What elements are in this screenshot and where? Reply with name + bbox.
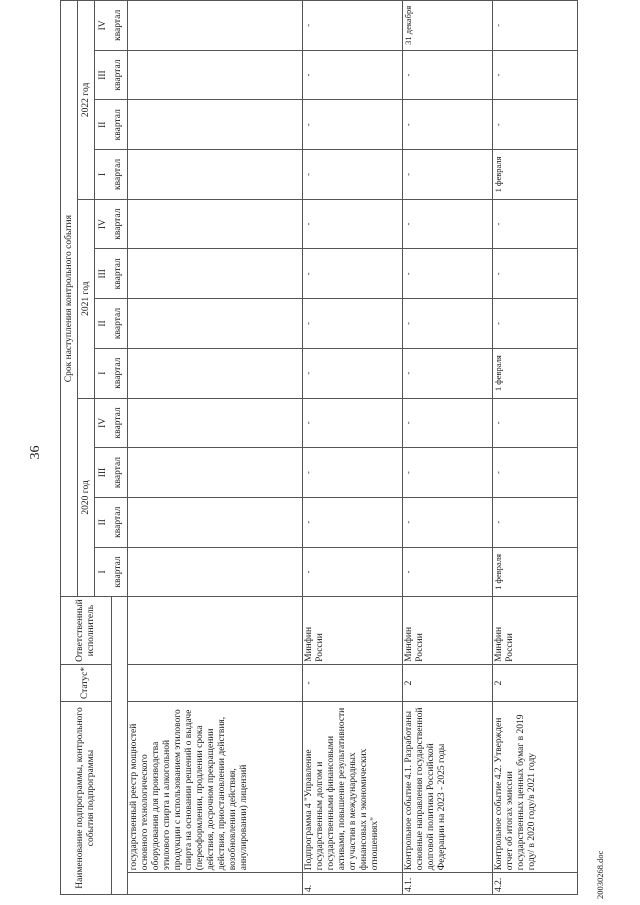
- header-spacer: [111, 597, 127, 895]
- header-year-2021: 2021 год: [78, 199, 95, 398]
- page-number: 36: [28, 445, 43, 460]
- row-quarter-cell: -: [492, 100, 577, 150]
- header-quarter-7: III: [95, 249, 112, 299]
- row-quarter-cell: -: [302, 150, 402, 200]
- row-quarter-cell: -: [302, 398, 402, 448]
- row-quarter-cell: -: [402, 150, 492, 200]
- row-quarter-cell: -: [402, 547, 492, 597]
- row-number: 4.: [302, 873, 402, 895]
- row-executor: Минфин России: [492, 597, 577, 665]
- row-quarter-cell: -: [302, 547, 402, 597]
- header-quarter-12: IV: [95, 1, 112, 51]
- row-quarter-cell: -: [492, 497, 577, 547]
- row-quarter-cell: -: [402, 497, 492, 547]
- row-quarter-cell: -: [492, 299, 577, 349]
- row-number: 4.2.: [492, 873, 577, 895]
- header-quarter-word-6: квартал: [111, 299, 127, 349]
- header-quarter-word-10: квартал: [111, 100, 127, 150]
- header-name: Наименование подпрограммы, контрольного события подпрограммы: [61, 702, 112, 895]
- row-quarter-cell: [127, 398, 302, 448]
- row-name: Контрольное событие 4.2. Утвержден отчет об итогах эмиссии государственных ценных бумаг в 2019 году/ в 2020 году/в 2021 году: [492, 702, 577, 873]
- row-status: 2: [402, 664, 492, 701]
- row-quarter-cell: -: [302, 50, 402, 100]
- row-status: 2: [492, 664, 577, 701]
- header-quarter-6: II: [95, 299, 112, 349]
- row-quarter-cell: -: [302, 348, 402, 398]
- row-quarter-cell: [127, 150, 302, 200]
- row-quarter-cell: -: [402, 398, 492, 448]
- row-executor: Минфин России: [402, 597, 492, 665]
- header-quarter-1: I: [95, 547, 112, 597]
- row-status: -: [302, 664, 402, 701]
- table-row: [302, 1, 402, 895]
- row-quarter-cell: -: [492, 249, 577, 299]
- row-quarter-cell: -: [402, 100, 492, 150]
- row-quarter-cell: -: [492, 50, 577, 100]
- header-quarter-2: II: [95, 497, 112, 547]
- header-year-2022: 2022 год: [78, 1, 95, 200]
- row-quarter-cell: -: [402, 249, 492, 299]
- row-quarter-cell: [127, 50, 302, 100]
- row-quarter-cell: [127, 199, 302, 249]
- row-quarter-cell: [127, 448, 302, 498]
- header-quarter-word-3: квартал: [111, 448, 127, 498]
- header-quarter-4: IV: [95, 398, 112, 448]
- header-quarter-word-2: квартал: [111, 497, 127, 547]
- control-events-table: [60, 0, 578, 895]
- row-name: Контрольное событие 4.1. Разработаны основные направления государственной долговой политики Российской Федерации на 2023 - 2025 годы: [402, 702, 492, 873]
- table-row: [127, 1, 302, 895]
- row-name: государственный реестр мощностей основного технологического оборудования для производства этилового спирта и алкогольной продукции с использованием этилового спирта на основании решений о выдаче (переоформлении, продлении срока действия, досрочном прекращении действия, приостановлении действия, возобновлении действия, аннулировании) лицензий: [127, 702, 302, 873]
- row-quarter-cell: [127, 299, 302, 349]
- row-quarter-cell: 1 февраля: [492, 547, 577, 597]
- header-quarter-word-11: квартал: [111, 50, 127, 100]
- row-quarter-cell: -: [402, 199, 492, 249]
- header-quarter-10: II: [95, 100, 112, 150]
- header-quarter-word-9: квартал: [111, 150, 127, 200]
- row-quarter-cell: 1 февраля: [492, 348, 577, 398]
- row-quarter-cell: [127, 249, 302, 299]
- header-quarter-word-1: квартал: [111, 547, 127, 597]
- row-quarter-cell: -: [302, 199, 402, 249]
- row-quarter-cell: 1 февраля: [492, 150, 577, 200]
- header-year-2020: 2020 год: [78, 398, 95, 597]
- header-quarter-word-7: квартал: [111, 249, 127, 299]
- row-quarter-cell: -: [302, 497, 402, 547]
- row-status: [127, 664, 302, 701]
- row-quarter-cell: -: [402, 448, 492, 498]
- header-quarter-9: I: [95, 150, 112, 200]
- row-number: 4.1.: [402, 873, 492, 895]
- row-quarter-cell: -: [302, 100, 402, 150]
- row-quarter-cell: -: [402, 50, 492, 100]
- header-quarter-5: I: [95, 348, 112, 398]
- row-quarter-cell: -: [302, 1, 402, 51]
- header-status: Статус*: [61, 664, 112, 701]
- header-executor: Ответственный исполнитель: [61, 597, 112, 665]
- header-quarter-8: IV: [95, 199, 112, 249]
- footer-filename: 20030268.doc: [595, 850, 605, 899]
- table-row: [492, 1, 577, 895]
- row-quarter-cell: [127, 1, 302, 51]
- header-quarter-word-4: квартал: [111, 398, 127, 448]
- row-quarter-cell: -: [492, 448, 577, 498]
- row-quarter-cell: -: [302, 299, 402, 349]
- row-quarter-cell: -: [402, 299, 492, 349]
- header-quarter-word-8: квартал: [111, 199, 127, 249]
- row-number: [127, 873, 302, 895]
- header-quarter-word-5: квартал: [111, 348, 127, 398]
- row-quarter-cell: [127, 348, 302, 398]
- table-row: [402, 1, 492, 895]
- row-executor: [127, 597, 302, 665]
- row-quarter-cell: -: [492, 199, 577, 249]
- row-quarter-cell: -: [302, 448, 402, 498]
- row-quarter-cell: -: [492, 1, 577, 51]
- header-quarter-word-12: квартал: [111, 1, 127, 51]
- row-quarter-cell: 31 декабря: [402, 1, 492, 51]
- row-quarter-cell: -: [302, 249, 402, 299]
- row-name: Подпрограмма 4 "Управление государственным долгом и государственными финансовыми активами, повышение результативности от участия в международных финансовых и экономических отношениях": [302, 702, 402, 873]
- row-quarter-cell: [127, 497, 302, 547]
- row-executor: Минфин России: [302, 597, 402, 665]
- row-quarter-cell: [127, 547, 302, 597]
- row-quarter-cell: [127, 100, 302, 150]
- header-quarter-11: III: [95, 50, 112, 100]
- header-quarter-3: III: [95, 448, 112, 498]
- row-quarter-cell: -: [402, 348, 492, 398]
- header-deadline: Срок наступления контрольного события: [61, 1, 78, 597]
- row-quarter-cell: -: [492, 398, 577, 448]
